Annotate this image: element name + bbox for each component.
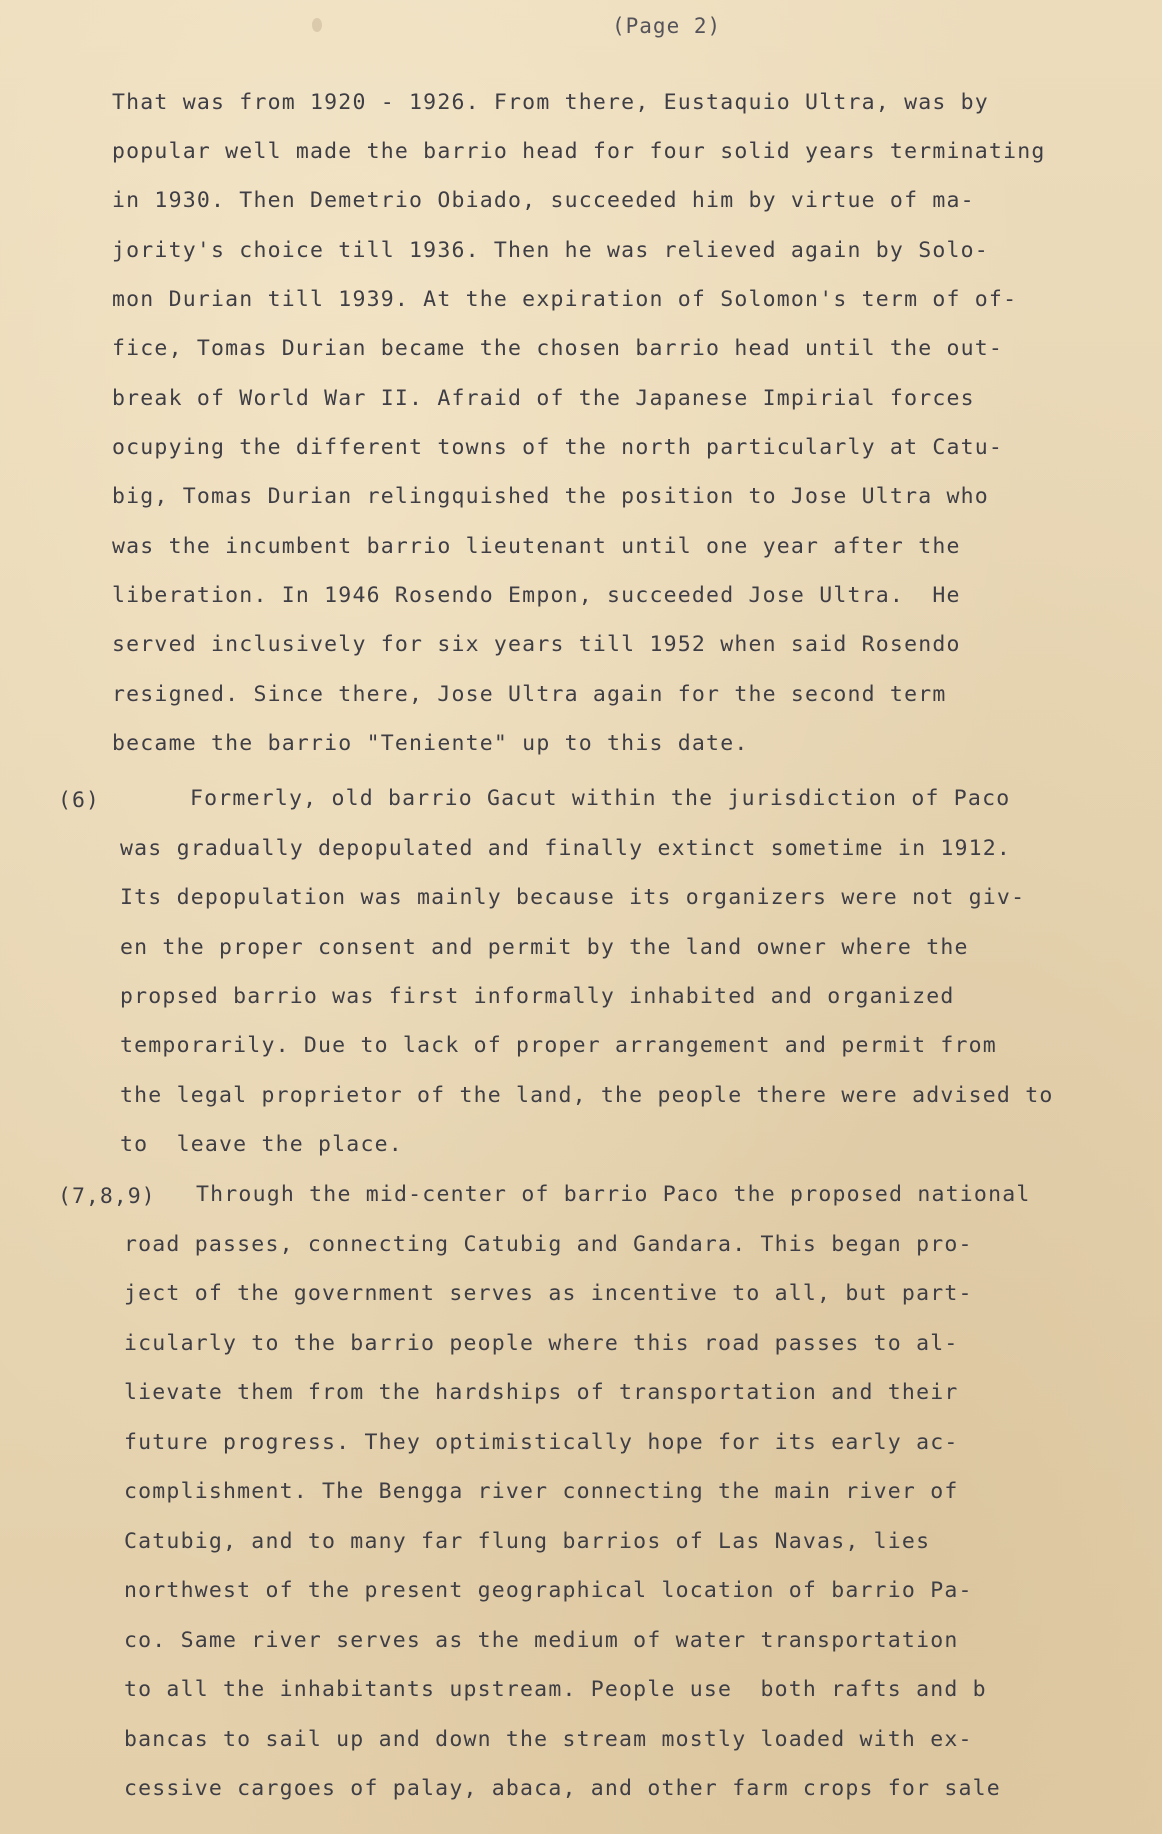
text-line: co. Same river serves as the medium of water transportation [124,1628,959,1653]
text-line: was the incumbent barrio lieutenant until one year after the [112,534,961,559]
text-line: in 1930. Then Demetrio Obiado, succeeded him by virtue of ma- [112,188,975,213]
text-line: northwest of the present geographical location of barrio Pa- [124,1578,973,1603]
text-line: Through the mid-center of barrio Paco the proposed national [196,1182,1031,1207]
text-line: complishment. The Bengga river connecting the main river of [124,1479,959,1504]
text-line: lievate them from the hardships of transportation and their [124,1380,959,1405]
text-line: resigned. Since there, Jose Ultra again for the second term [112,682,947,707]
text-line: was gradually depopulated and finally extinct sometime in 1912. [120,836,1012,861]
text-line: ject of the government serves as incentive to all, but part- [124,1281,973,1306]
text-line: big, Tomas Durian relingquished the position to Jose Ultra who [112,484,989,509]
text-line: icularly to the barrio people where this road passes to al- [124,1331,959,1356]
section-marker-6: (6) [58,788,100,813]
text-line: bancas to sail up and down the stream mostly loaded with ex- [124,1727,973,1752]
text-line: to leave the place. [120,1132,403,1157]
text-line: future progress. They optimistically hope for its early ac- [124,1430,959,1455]
text-line: Its depopulation was mainly because its organizers were not giv- [120,885,1026,910]
text-line: cessive cargoes of palay, abaca, and other farm crops for sale [124,1776,1001,1801]
text-line: jority's choice till 1936. Then he was relieved again by Solo- [112,238,989,263]
text-line: served inclusively for six years till 1952 when said Rosendo [112,632,961,657]
text-line: fice, Tomas Durian became the chosen barrio head until the out- [112,336,1004,361]
text-line: en the proper consent and permit by the land owner where the [120,935,969,960]
text-line: temporarily. Due to lack of proper arrangement and permit from [120,1033,997,1058]
text-line: That was from 1920 - 1926. From there, Eustaquio Ultra, was by [112,90,989,115]
page-number: (Page 2) [612,14,722,38]
section-marker-7-8-9: (7,8,9) [58,1184,156,1209]
text-line: Formerly, old barrio Gacut within the jurisdiction of Paco [190,786,1011,811]
text-line: propsed barrio was first informally inhabited and organized [120,984,955,1009]
text-line: to all the inhabitants upstream. People use both rafts and b [124,1677,987,1702]
text-line: became the barrio "Teniente" up to this date. [112,731,749,756]
text-line: ocupying the different towns of the north particularly at Catu- [112,435,1004,460]
text-line: popular well made the barrio head for four solid years terminating [112,139,1046,164]
text-line: liberation. In 1946 Rosendo Empon, succeeded Jose Ultra. He [112,583,961,608]
text-line: Catubig, and to many far flung barrios of Las Navas, lies [124,1529,931,1554]
text-line: mon Durian till 1939. At the expiration of Solomon's term of of- [112,287,1018,312]
ink-smudge [312,18,322,32]
text-line: the legal proprietor of the land, the people there were advised to [120,1083,1054,1108]
text-line: break of World War II. Afraid of the Japanese Impirial forces [112,386,975,411]
text-line: road passes, connecting Catubig and Gandara. This began pro- [124,1232,973,1257]
